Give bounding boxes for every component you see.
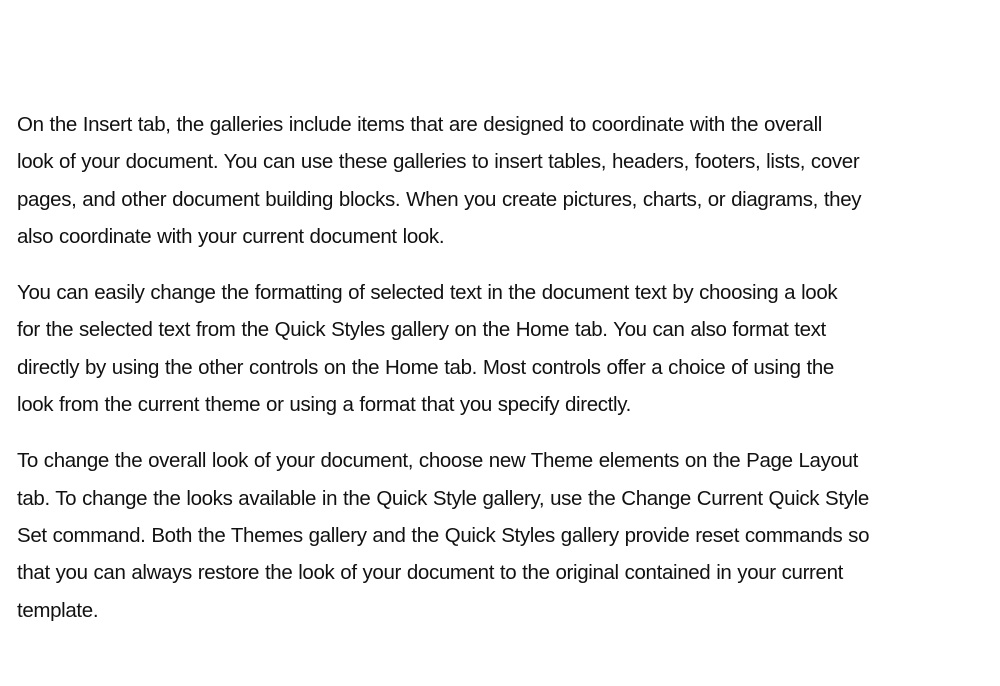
text-line: look from the current theme or using a format that you specify directly. xyxy=(17,393,631,417)
text-line: for the selected text from the Quick Styles gallery on the Home tab. You can also format text xyxy=(17,318,826,342)
document-body xyxy=(17,106,995,648)
paragraph-2 xyxy=(17,274,995,423)
text-line: template. xyxy=(17,598,99,622)
paragraph-1 xyxy=(17,106,995,255)
text-line: You can easily change the formatting of selected text in the document text by choosing a look xyxy=(17,281,838,305)
text-line: also coordinate with your current document look. xyxy=(17,224,445,248)
text-line: directly by using the other controls on the Home tab. Most controls offer a choice of using the xyxy=(17,355,834,379)
text-line: To change the overall look of your document, choose new Theme elements on the Page Layout xyxy=(17,449,858,473)
text-line: On the Insert tab, the galleries include items that are designed to coordinate with the overall xyxy=(17,113,822,136)
text-line: that you can always restore the look of your document to the original contained in your current xyxy=(17,561,843,585)
text-line: Set command. Both the Themes gallery and the Quick Styles gallery provide reset commands so xyxy=(17,523,870,547)
text-line: pages, and other document building blocks. When you create pictures, charts, or diagrams, they xyxy=(17,187,862,211)
text-line: tab. To change the looks available in the Quick Style gallery, use the Change Current Quick Style xyxy=(17,486,869,510)
paragraph-3 xyxy=(17,442,995,628)
text-line: look of your document. You can use these galleries to insert tables, headers, footers, lists, cover xyxy=(17,150,860,174)
